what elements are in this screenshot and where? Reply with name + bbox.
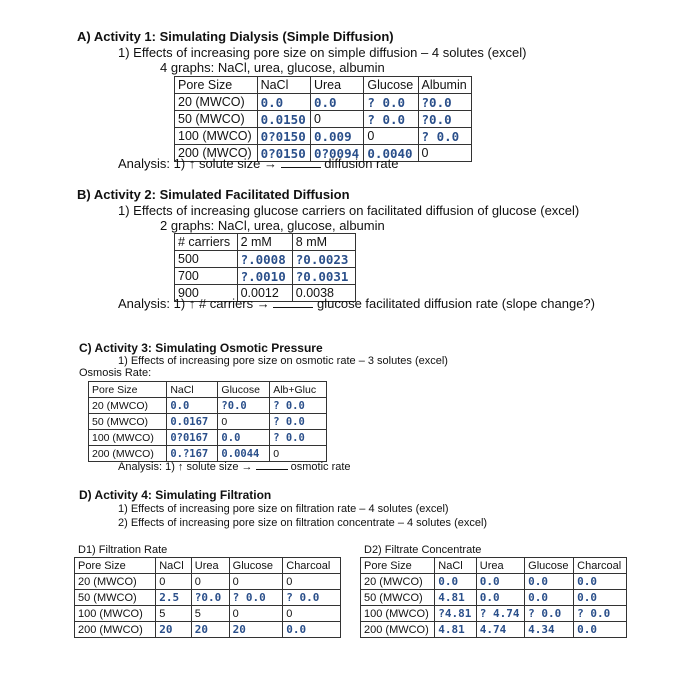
table-cell: 0.0 — [218, 430, 270, 446]
table-cell: 4.34 — [525, 622, 574, 638]
column-header: # carriers — [175, 234, 238, 251]
table-cell: 0 — [229, 574, 283, 590]
table-cell: ? 0.0 — [574, 606, 627, 622]
column-header: Urea — [476, 558, 524, 574]
analysis-effect: diffusion rate — [324, 156, 399, 171]
table-cell: 2.5 — [156, 590, 192, 606]
table-cell: 0.0 — [574, 574, 627, 590]
table-cell: 0.0 — [476, 574, 524, 590]
section-d-item2: 2) Effects of increasing pore size on filtration concentrate – 4 solutes (excel) — [118, 517, 488, 529]
table-cell: 0 — [156, 574, 192, 590]
dialysis-table — [174, 76, 472, 162]
table-row — [175, 111, 472, 128]
table-cell: 0 — [283, 574, 341, 590]
section-c-item: 1) Effects of increasing pore size on osmotic rate – 3 solutes (excel) — [118, 355, 448, 367]
answer-blank[interactable] — [281, 167, 321, 168]
table-cell: ? 0.0 — [525, 606, 574, 622]
table-cell: 20 — [191, 622, 229, 638]
section-a-item: 1) Effects of increasing pore size on simple diffusion – 4 solutes (excel) — [118, 45, 527, 60]
table-cell: ?4.81 — [435, 606, 477, 622]
table-cell: 20 — [156, 622, 192, 638]
column-header: Glucose — [218, 382, 270, 398]
table-cell: 0.0 — [574, 622, 627, 638]
analysis-effect: glucose facilitated diffusion rate (slope change?) — [317, 296, 595, 311]
table-cell: ?0.0 — [418, 94, 471, 111]
section-d-item1: 1) Effects of increasing pore size on filtration rate – 4 solutes (excel) — [118, 503, 449, 515]
table-cell: ?.0010 — [237, 268, 292, 285]
column-header: Charcoal — [574, 558, 627, 574]
table-cell: 4.81 — [435, 590, 477, 606]
column-header: NaCl — [435, 558, 477, 574]
row-label: 20 (MWCO) — [75, 574, 156, 590]
row-label: 100 (MWCO) — [75, 606, 156, 622]
d2-title: D2) Filtrate Concentrate — [364, 544, 482, 556]
table-cell: 0.?167 — [167, 446, 218, 462]
table-cell: ?0.0031 — [292, 268, 355, 285]
table-cell: 0.0 — [310, 94, 363, 111]
row-label: 900 — [175, 285, 238, 302]
column-header: Pore Size — [75, 558, 156, 574]
facilitated-table — [174, 233, 356, 302]
table-header-row — [89, 382, 327, 398]
column-header: NaCl — [167, 382, 218, 398]
table-header-row — [175, 77, 472, 94]
table-row — [361, 606, 627, 622]
filtration-rate-table — [74, 557, 341, 638]
table-cell: 20 — [229, 622, 283, 638]
row-label: 200 (MWCO) — [89, 446, 167, 462]
row-label: 50 (MWCO) — [89, 414, 167, 430]
row-label: 500 — [175, 251, 238, 268]
section-a-title: A) Activity 1: Simulating Dialysis (Simple Diffusion) — [77, 29, 394, 44]
row-label: 20 (MWCO) — [175, 94, 258, 111]
section-d-title: D) Activity 4: Simulating Filtration — [79, 488, 272, 502]
section-c-sub: Osmosis Rate: — [79, 367, 152, 379]
table-cell: 0 — [364, 128, 418, 145]
table-row — [361, 622, 627, 638]
column-header: NaCl — [257, 77, 310, 94]
table-cell: 0 — [191, 574, 229, 590]
column-header: Glucose — [525, 558, 574, 574]
table-row — [175, 251, 356, 268]
table-cell: ? 4.74 — [476, 606, 524, 622]
table-cell: 0?0167 — [167, 430, 218, 446]
table-cell: 0.0044 — [218, 446, 270, 462]
analysis-label: Analysis: 1) — [118, 461, 175, 473]
column-header: Albumin — [418, 77, 471, 94]
table-cell: ? 0.0 — [364, 94, 418, 111]
row-label: 700 — [175, 268, 238, 285]
table-cell: 5 — [191, 606, 229, 622]
column-header: Pore Size — [175, 77, 258, 94]
table-cell: 0.0167 — [167, 414, 218, 430]
analysis-label: Analysis: 1) — [118, 156, 186, 171]
table-row — [89, 430, 327, 446]
section-b-title: B) Activity 2: Simulated Facilitated Diffusion — [77, 187, 350, 202]
section-c-title: C) Activity 3: Simulating Osmotic Pressure — [79, 341, 323, 355]
table-cell: ? 0.0 — [418, 128, 471, 145]
table-row — [89, 398, 327, 414]
table-header-row — [75, 558, 341, 574]
row-label: 200 (MWCO) — [361, 622, 435, 638]
column-header: NaCl — [156, 558, 192, 574]
column-header: 8 mM — [292, 234, 355, 251]
table-cell: 0 — [229, 606, 283, 622]
section-a-graphs: 4 graphs: NaCl, urea, glucose, albumin — [160, 60, 385, 75]
section-b-graphs: 2 graphs: NaCl, urea, glucose, albumin — [160, 218, 385, 233]
table-cell: ?0.0 — [191, 590, 229, 606]
column-header: Urea — [191, 558, 229, 574]
table-cell: 0?0094 — [310, 145, 363, 162]
analysis-cause: solute size → — [198, 156, 277, 171]
section-b-item: 1) Effects of increasing glucose carriers on facilitated diffusion of glucose (excel) — [118, 203, 580, 218]
table-cell: 0 — [270, 446, 327, 462]
table-row — [361, 574, 627, 590]
table-cell: ? 0.0 — [364, 111, 418, 128]
table-row — [75, 574, 341, 590]
table-row — [175, 128, 472, 145]
osmosis-table — [88, 381, 327, 462]
table-row — [89, 446, 327, 462]
table-row — [75, 590, 341, 606]
table-cell: 0.0 — [435, 574, 477, 590]
table-cell: 0?0150 — [257, 145, 310, 162]
table-cell: 0 — [218, 414, 270, 430]
table-row — [361, 590, 627, 606]
table-cell: 0.0 — [257, 94, 310, 111]
analysis-cause: solute size → — [186, 461, 253, 473]
table-row — [175, 94, 472, 111]
table-cell: ? 0.0 — [270, 430, 327, 446]
table-cell: ?0.0 — [418, 111, 471, 128]
table-cell: ?0.0023 — [292, 251, 355, 268]
analysis-label: Analysis: 1) — [118, 296, 186, 311]
table-cell: 5 — [156, 606, 192, 622]
table-cell: ? 0.0 — [283, 590, 341, 606]
d1-title: D1) Filtration Rate — [78, 544, 168, 556]
column-header: Pore Size — [361, 558, 435, 574]
row-label: 50 (MWCO) — [361, 590, 435, 606]
table-cell: 0.0 — [525, 574, 574, 590]
table-cell: 0.0 — [574, 590, 627, 606]
table-header-row — [361, 558, 627, 574]
up-arrow-icon: ↑ — [188, 156, 196, 171]
table-cell: ?0.0 — [218, 398, 270, 414]
table-cell: ? 0.0 — [270, 414, 327, 430]
table-cell: 0 — [310, 111, 363, 128]
answer-blank[interactable] — [256, 469, 288, 470]
column-header: Pore Size — [89, 382, 167, 398]
up-arrow-icon: ↑ — [177, 461, 184, 473]
table-cell: 0.0038 — [292, 285, 355, 302]
table-cell: 0 — [418, 145, 471, 162]
column-header: 2 mM — [237, 234, 292, 251]
row-label: 100 (MWCO) — [175, 128, 258, 145]
row-label: 20 (MWCO) — [89, 398, 167, 414]
table-cell: 4.74 — [476, 622, 524, 638]
table-cell: ? 0.0 — [270, 398, 327, 414]
table-cell: 0.0150 — [257, 111, 310, 128]
section-c-analysis — [118, 461, 351, 473]
row-label: 100 (MWCO) — [361, 606, 435, 622]
table-header-row — [175, 234, 356, 251]
table-cell: 0.0 — [283, 622, 341, 638]
table-cell: 0 — [283, 606, 341, 622]
table-row — [89, 414, 327, 430]
up-arrow-icon: ↑ — [188, 296, 196, 311]
table-cell: ?.0008 — [237, 251, 292, 268]
filtrate-concentrate-table — [360, 557, 627, 638]
column-header: Urea — [310, 77, 363, 94]
section-a-analysis — [118, 156, 398, 171]
column-header: Glucose — [364, 77, 418, 94]
table-row — [75, 606, 341, 622]
table-cell: 0.0 — [476, 590, 524, 606]
row-label: 100 (MWCO) — [89, 430, 167, 446]
column-header: Alb+Gluc — [270, 382, 327, 398]
row-label: 20 (MWCO) — [361, 574, 435, 590]
table-cell: 0.009 — [310, 128, 363, 145]
section-b-analysis — [118, 296, 595, 311]
table-cell: 4.81 — [435, 622, 477, 638]
table-row — [75, 622, 341, 638]
table-cell: 0?0150 — [257, 128, 310, 145]
table-cell: 0.0 — [525, 590, 574, 606]
table-cell: 0.0 — [167, 398, 218, 414]
analysis-effect: osmotic rate — [290, 461, 351, 473]
column-header: Glucose — [229, 558, 283, 574]
table-cell: 0.0012 — [237, 285, 292, 302]
answer-blank[interactable] — [273, 307, 313, 308]
column-header: Charcoal — [283, 558, 341, 574]
table-row — [175, 268, 356, 285]
row-label: 200 (MWCO) — [175, 145, 258, 162]
table-cell: 0.0040 — [364, 145, 418, 162]
row-label: 50 (MWCO) — [75, 590, 156, 606]
row-label: 200 (MWCO) — [75, 622, 156, 638]
row-label: 50 (MWCO) — [175, 111, 258, 128]
table-cell: ? 0.0 — [229, 590, 283, 606]
analysis-cause: # carriers → — [198, 296, 270, 311]
